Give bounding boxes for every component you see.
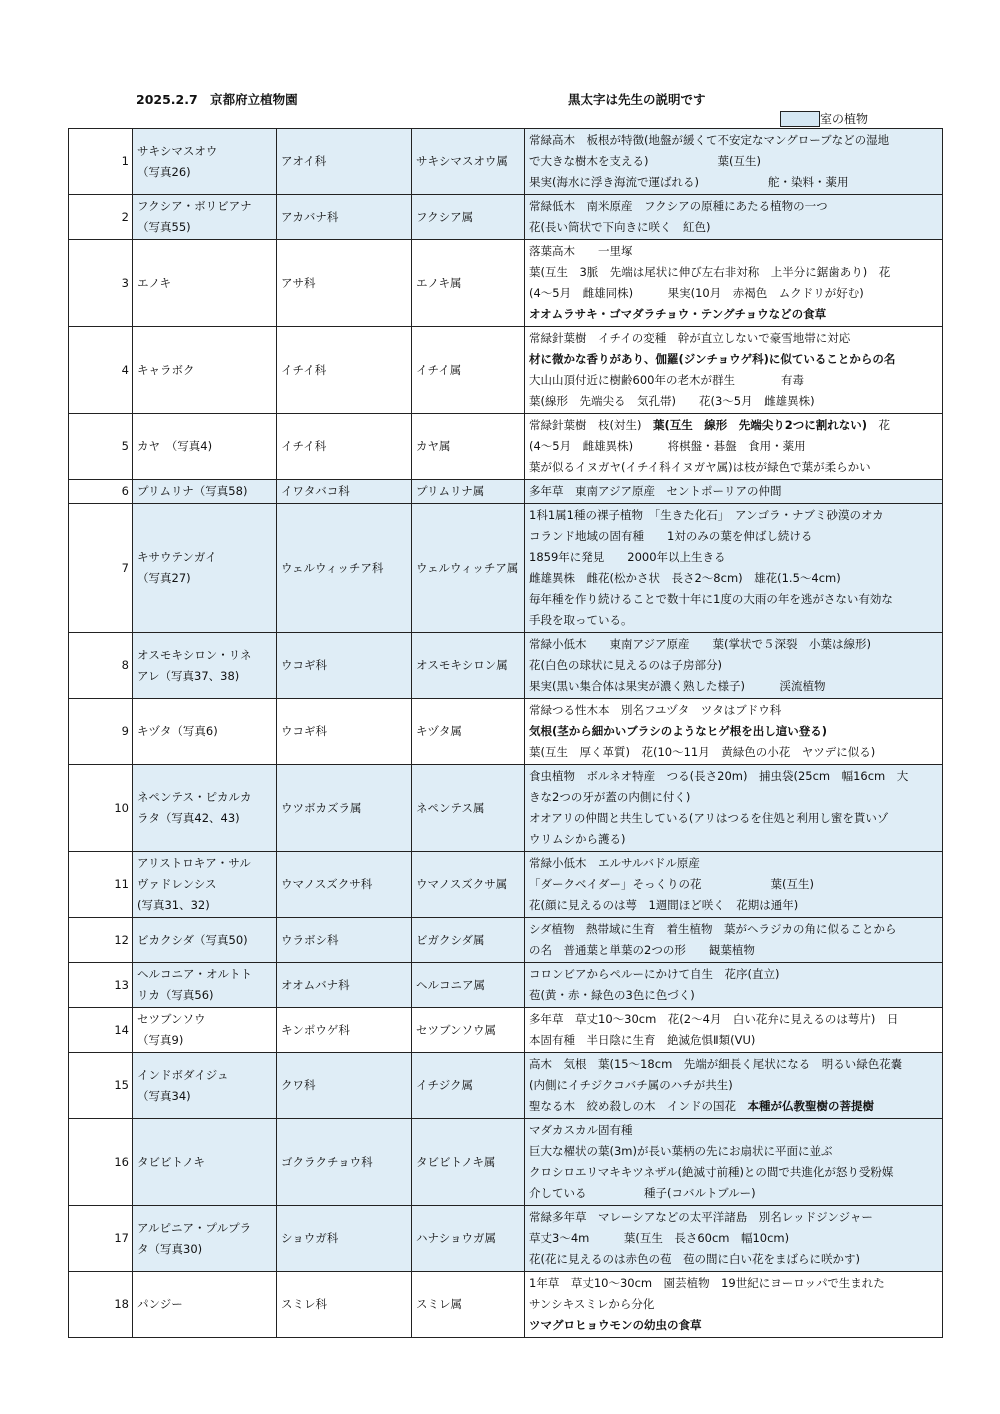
description-line [529,1009,938,1030]
description-line [529,1273,938,1294]
plant-name-line: リカ（写真56) [137,988,214,1002]
description-text: ウリムシから護る) [529,832,626,846]
plant-genus [412,918,525,963]
row-number: 13 [69,963,133,1008]
plant-genus-text: エノキ属 [416,275,462,290]
plant-name-line: サキシマスオウ [137,143,218,158]
description-line [529,151,938,172]
teacher-note-text: ツマグロヒョウモンの幼虫の食草 [529,1318,702,1332]
description-line [529,217,938,238]
plant-genus-text: ビガクシダ属 [416,932,485,947]
description-text: 常緑針葉樹 イチイの変種 幹が直立しないで豪雪地帯に対応 [529,331,851,345]
description-text: 葉(互生 3脈 先端は尾状に伸び左右非対称 上半分に鋸歯あり) 花 [529,265,891,279]
description-text: コロンビアからペルーにかけて自生 花序(直立) [529,967,780,981]
description-line [529,589,938,610]
description-text: 大山山頂付近に樹齢600年の老木が群生 有毒 [529,373,804,387]
description-text: 花(花に見えるのは赤色の苞 苞の間に白い花をまばらに咲かす) [529,1252,860,1266]
description-text: 花(長い筒状で下向きに咲く 紅色) [529,220,711,234]
description-text: 落葉高木 一里塚 [529,244,633,258]
plant-name [133,1053,277,1119]
plant-family: ゴクラクチョウ科 [277,1119,412,1206]
plant-family: アカバナ科 [277,195,412,240]
table-row [69,414,943,480]
plant-name [133,195,277,240]
description-line [529,436,938,457]
row-number: 1 [69,129,133,195]
plant-genus-text: イチジク属 [416,1078,474,1092]
plant-name-line: ヘルコニア・オルトト [137,967,252,981]
plant-genus-text: ウェルウィッチア属 [416,560,519,575]
description-text: 本固有種 半日陰に生育 絶滅危惧Ⅱ類(VU) [529,1033,756,1047]
description-text: 雌雄異株 雌花(松かさ状 長さ2～8cm) 雄花(1.5～4cm) [529,571,841,585]
table-row [69,1053,943,1119]
table-row [69,699,943,765]
description-text: 1年草 草丈10～30cm 園芸植物 19世紀にヨーロッパで生まれた [529,1276,885,1290]
plant-description [525,1008,943,1053]
document-date-place: 2025.2.7 京都府立植物園 [136,92,298,107]
row-number: 12 [69,918,133,963]
plant-name [133,1206,277,1272]
plant-description [525,414,943,480]
plant-genus-text: オスモキシロン属 [416,658,508,672]
description-line [529,1030,938,1051]
plant-genus [412,327,525,414]
description-text: サンシキスミレから分化 [529,1297,655,1311]
table-row [69,1008,943,1053]
plant-name [133,1008,277,1053]
plant-genus [412,1008,525,1053]
plant-genus [412,1119,525,1206]
description-line [529,1075,938,1096]
table-row [69,1206,943,1272]
description-text: 毎年種を作り続けることで数十年に1度の大雨の年を逃がさない有効な [529,592,893,606]
description-line [529,1207,938,1228]
description-line [529,283,938,304]
plant-genus-text: プリムリナ属 [416,484,485,498]
teacher-note-text: 材に微かな香りがあり、伽羅(ジンチョウゲ科)に似ていることからの名 [529,352,896,366]
description-text: 果実(黒い集合体は果実が濃く熟した様子) 渓流植物 [529,679,826,693]
description-line [529,526,938,547]
plant-genus [412,633,525,699]
plant-description [525,699,943,765]
plant-description [525,1053,943,1119]
plant-description [525,240,943,327]
plant-description [525,504,943,633]
description-line [529,481,938,502]
row-number: 7 [69,504,133,633]
plant-genus [412,852,525,918]
plant-genus-text: カヤ属 [416,439,451,453]
plant-description [525,633,943,699]
plant-family: ショウガ科 [277,1206,412,1272]
description-text: 常緑針葉樹 枝(対生) [529,418,653,432]
plant-name-line: (写真31、32) [137,898,210,912]
plant-name [133,963,277,1008]
description-line [529,766,938,787]
plant-name-line: プリムリナ（写真58) [137,484,248,498]
plant-genus [412,480,525,504]
row-number: 6 [69,480,133,504]
description-line [529,1294,938,1315]
row-number: 3 [69,240,133,327]
description-line [529,304,938,325]
description-text: 苞(黄・赤・緑色の3色に色づく) [529,988,695,1002]
description-text: 果実(海水に浮き海流で運ばれる) 舵・染料・薬用 [529,175,849,189]
plant-genus [412,504,525,633]
description-text: 多年草 東南アジア原産 セントポーリアの仲間 [529,484,782,498]
plant-name-line: アレ（写真37、38) [137,668,240,683]
table-row [69,129,943,195]
description-line [529,634,938,655]
plant-name [133,633,277,699]
plant-genus [412,1206,525,1272]
plant-description [525,852,943,918]
plant-genus [412,1053,525,1119]
plant-name [133,918,277,963]
plant-name [133,699,277,765]
description-line [529,940,938,961]
description-text: オオアリの仲間と共生している(アリはつるを住処と利用し蜜を貰いゾ [529,811,889,825]
description-line [529,130,938,151]
plant-description [525,1272,943,1338]
description-line [529,328,938,349]
row-number: 18 [69,1272,133,1338]
plant-name-line: インドボダイジュ [137,1067,229,1082]
document-note: 黒太字は先生の説明です [568,92,706,107]
description-line [529,874,938,895]
description-line [529,1141,938,1162]
description-line [529,1054,938,1075]
plant-genus [412,129,525,195]
description-line [529,985,938,1006]
description-line [529,349,938,370]
plant-family: イチイ科 [277,414,412,480]
description-text: クロシロエリマキキツネザル(絶滅寸前種)との間で共進化が怒り受粉媒 [529,1165,894,1179]
teacher-note-text: 気根(茎から細かいブラシのようなヒゲ根を出し這い登る) [529,724,828,738]
description-line [529,172,938,193]
plant-family: オオムバナ科 [277,963,412,1008]
description-text: 1859年に発見 2000年以上生きる [529,550,726,564]
description-line [529,196,938,217]
plant-name-line: タ（写真30) [137,1241,203,1256]
description-text: 葉が似るイヌガヤ(イチイ科イヌガヤ属)は枝が緑色で葉が柔らかい [529,460,871,474]
plant-name-line: （写真55) [137,220,191,234]
row-number: 14 [69,1008,133,1053]
plant-name [133,852,277,918]
description-line [529,1120,938,1141]
plant-family: アサ科 [277,240,412,327]
plant-name [133,414,277,480]
plant-genus-text: イチイ属 [416,362,462,377]
description-text: 高木 気根 葉(15～18cm 先端が細長く尾状になる 明るい緑色花嚢 [529,1057,903,1071]
description-line [529,700,938,721]
plant-description [525,480,943,504]
description-line [529,853,938,874]
table-row [69,918,943,963]
description-text: 花(白色の球状に見えるのは子房部分) [529,658,722,672]
description-line [529,721,938,742]
plant-family: イチイ科 [277,327,412,414]
plant-family: ウコギ科 [277,699,412,765]
legend-swatch [780,111,820,127]
plant-family: イワタバコ科 [277,480,412,504]
plant-genus-text: タビビトノキ属 [416,1154,496,1169]
plant-name-line: アリストロキア・サル [137,856,251,870]
description-text: (4～5月 雌雄異株) 将棋盤・碁盤 食用・薬用 [529,439,806,453]
plant-genus [412,963,525,1008]
description-line [529,505,938,526]
plant-genus-text: ウマノスズクサ属 [416,877,508,891]
description-line [529,391,938,412]
plant-name-line: パンジー [137,1297,183,1311]
row-number: 9 [69,699,133,765]
description-line [529,610,938,631]
description-text: コランド地域の固有種 1対のみの葉を伸ばし続ける [529,529,813,543]
table-row [69,765,943,852]
description-text: 1科1属1種の裸子植物 「生きた化石」 アンゴラ・ナブミ砂漠のオカ [529,508,884,522]
plant-name [133,129,277,195]
description-text: マダカスカル固有種 [529,1123,633,1137]
description-text: 常緑小低木 東南アジア原産 葉(掌状で５深裂 小葉は線形) [529,637,872,651]
table-row [69,327,943,414]
plant-name [133,480,277,504]
plant-genus [412,414,525,480]
table-row [69,1272,943,1338]
table-row [69,195,943,240]
plant-table [68,128,943,1338]
description-line [529,829,938,850]
description-line [529,547,938,568]
description-text: (4～5月 雌雄同株) 果実(10月 赤褐色 ムクドリが好む) [529,286,864,300]
description-line [529,415,938,436]
plant-table-body [69,129,943,1338]
plant-description [525,1119,943,1206]
legend-label: 室の植物 [820,112,869,126]
plant-genus [412,195,525,240]
description-line [529,1096,938,1117]
plant-genus [412,1272,525,1338]
plant-description [525,327,943,414]
plant-name [133,327,277,414]
plant-name-line: エノキ [137,275,172,290]
row-number: 17 [69,1206,133,1272]
teacher-note-text: オオムラサキ・ゴマダラチョウ・テングチョウなどの食草 [529,307,827,321]
plant-family: ウツボカズラ属 [277,765,412,852]
description-text: 聖なる木 絞め殺しの木 インドの国花 [529,1099,748,1113]
row-number: 11 [69,852,133,918]
plant-genus [412,240,525,327]
description-text: 「ダークベイダー」そっくりの花 葉(互生) [529,877,814,891]
plant-name-line: キサウテンガイ [137,550,217,564]
description-text: 常緑小低木 エルサルバドル原産 [529,856,700,870]
plant-genus-text: フクシア属 [416,209,474,224]
teacher-note-text: 本種が仏教聖樹の菩提樹 [747,1099,874,1113]
description-text: 花(顔に見えるのは萼 1週間ほど咲く 花期は通年) [529,898,799,912]
description-line [529,655,938,676]
plant-name-line: ビカクシダ（写真50) [137,932,248,947]
teacher-note-text: 葉(互生 線形 先端尖り2つに割れない) [652,418,867,432]
plant-name-line: アルピニア・プルプラ [137,1220,252,1235]
description-line [529,241,938,262]
description-line [529,1315,938,1336]
plant-name [133,1272,277,1338]
row-number: 5 [69,414,133,480]
description-text: の名 普通葉と単葉の2つの形 観葉植物 [529,943,755,957]
plant-genus-text: ハナショウガ属 [416,1231,497,1245]
row-number: 15 [69,1053,133,1119]
plant-family: キンポウゲ科 [277,1008,412,1053]
table-row [69,480,943,504]
plant-name-line: キャラボク [137,362,195,377]
plant-description [525,129,943,195]
plant-name-line: （写真9) [137,1033,184,1047]
plant-genus-text: サキシマスオウ属 [416,154,508,168]
plant-name-line: （写真27) [137,571,191,585]
description-text: 草丈3～4m 葉(互生 長さ60cm 幅10cm) [529,1231,790,1245]
description-text: 常緑高木 板根が特徴(地盤が緩くて不安定なマングローブなどの湿地 [529,133,890,147]
description-line [529,895,938,916]
plant-description [525,195,943,240]
description-line [529,919,938,940]
description-text: 食虫植物 ボルネオ特産 つる(長さ20m) 捕虫袋(25cm 幅16cm 大 [529,769,909,783]
plant-name-line: ヴァドレンシス [137,877,217,891]
description-text: で大きな樹木を支える) 葉(互生) [529,154,761,168]
plant-family: ウラボシ科 [277,918,412,963]
plant-name-line: キヅタ（写真6) [137,724,218,738]
table-row [69,852,943,918]
description-line [529,1183,938,1204]
plant-name-line: タビビトノキ [137,1154,205,1169]
plant-genus-text: ヘルコニア属 [416,977,485,992]
plant-genus [412,765,525,852]
description-text: 葉(互生 厚く革質) 花(10～11月 黄緑色の小花 ヤツデに似る) [529,745,876,759]
description-line [529,676,938,697]
row-number: 8 [69,633,133,699]
row-number: 10 [69,765,133,852]
description-line [529,787,938,808]
plant-description [525,918,943,963]
plant-genus [412,699,525,765]
plant-family: アオイ科 [277,129,412,195]
description-text: きな2つの牙が蓋の内側に付く) [529,790,691,804]
description-line [529,370,938,391]
plant-name-line: （写真34) [137,1088,191,1103]
row-number: 16 [69,1119,133,1206]
plant-genus-text: スミレ属 [416,1297,462,1311]
row-number: 4 [69,327,133,414]
description-line [529,1228,938,1249]
plant-family: ウェルウィッチア科 [277,504,412,633]
table-row [69,240,943,327]
plant-description [525,963,943,1008]
description-text: 介している 種子(コバルトブルー) [529,1186,756,1200]
plant-family: クワ科 [277,1053,412,1119]
plant-name-line: フクシア・ボリビアナ [137,199,252,213]
plant-name-line: セツブンソウ [137,1012,206,1026]
description-text: 常緑多年草 マレーシアなどの太平洋諸島 別名レッドジンジャー [529,1210,873,1224]
description-text: 多年草 草丈10～30cm 花(2～4月 白い花弁に見えるのは萼片) 日 [529,1012,899,1026]
description-line [529,457,938,478]
plant-name-line: （写真26) [137,164,191,179]
table-row [69,633,943,699]
legend [780,110,868,127]
description-text: 巨大な櫂状の葉(3m)が長い葉柄の先にお扇状に平面に並ぶ [529,1144,833,1158]
description-line [529,262,938,283]
description-line [529,964,938,985]
description-line [529,742,938,763]
description-line [529,808,938,829]
description-text: 手段を取っている。 [529,613,633,627]
description-text: (内側にイチジクコバチ属のハチが共生) [529,1078,733,1092]
description-text: シダ植物 熱帯域に生育 着生植物 葉がヘラジカの角に似ることから [529,922,897,936]
table-row [69,504,943,633]
row-number: 2 [69,195,133,240]
plant-name-line: ラタ（写真42、43) [137,811,240,825]
plant-family: ウコギ科 [277,633,412,699]
description-text: 葉(線形 先端尖る 気孔帯) 花(3～5月 雌雄異株) [529,394,815,408]
plant-name-line: オスモキシロン・リネ [137,647,252,662]
plant-description [525,765,943,852]
plant-name-line: カヤ （写真4) [137,439,213,453]
plant-family: ウマノスズクサ科 [277,852,412,918]
table-row [69,963,943,1008]
plant-name [133,504,277,633]
plant-genus-text: セツブンソウ属 [416,1022,497,1037]
description-line [529,1162,938,1183]
description-line [529,568,938,589]
plant-name-line: ネペンテス・ピカルカ [137,790,252,804]
plant-description [525,1206,943,1272]
plant-name [133,765,277,852]
plant-genus-text: キヅタ属 [416,724,462,738]
description-text: 花 [867,418,890,432]
description-line [529,1249,938,1270]
plant-family: スミレ科 [277,1272,412,1338]
description-text: 常緑低木 南米原産 フクシアの原種にあたる植物の一つ [529,199,828,213]
description-text: 常緑つる性木本 別名フユヅタ ツタはブドウ科 [529,703,782,717]
table-row [69,1119,943,1206]
plant-genus-text: ネペンテス属 [416,800,485,815]
plant-name [133,1119,277,1206]
plant-name [133,240,277,327]
